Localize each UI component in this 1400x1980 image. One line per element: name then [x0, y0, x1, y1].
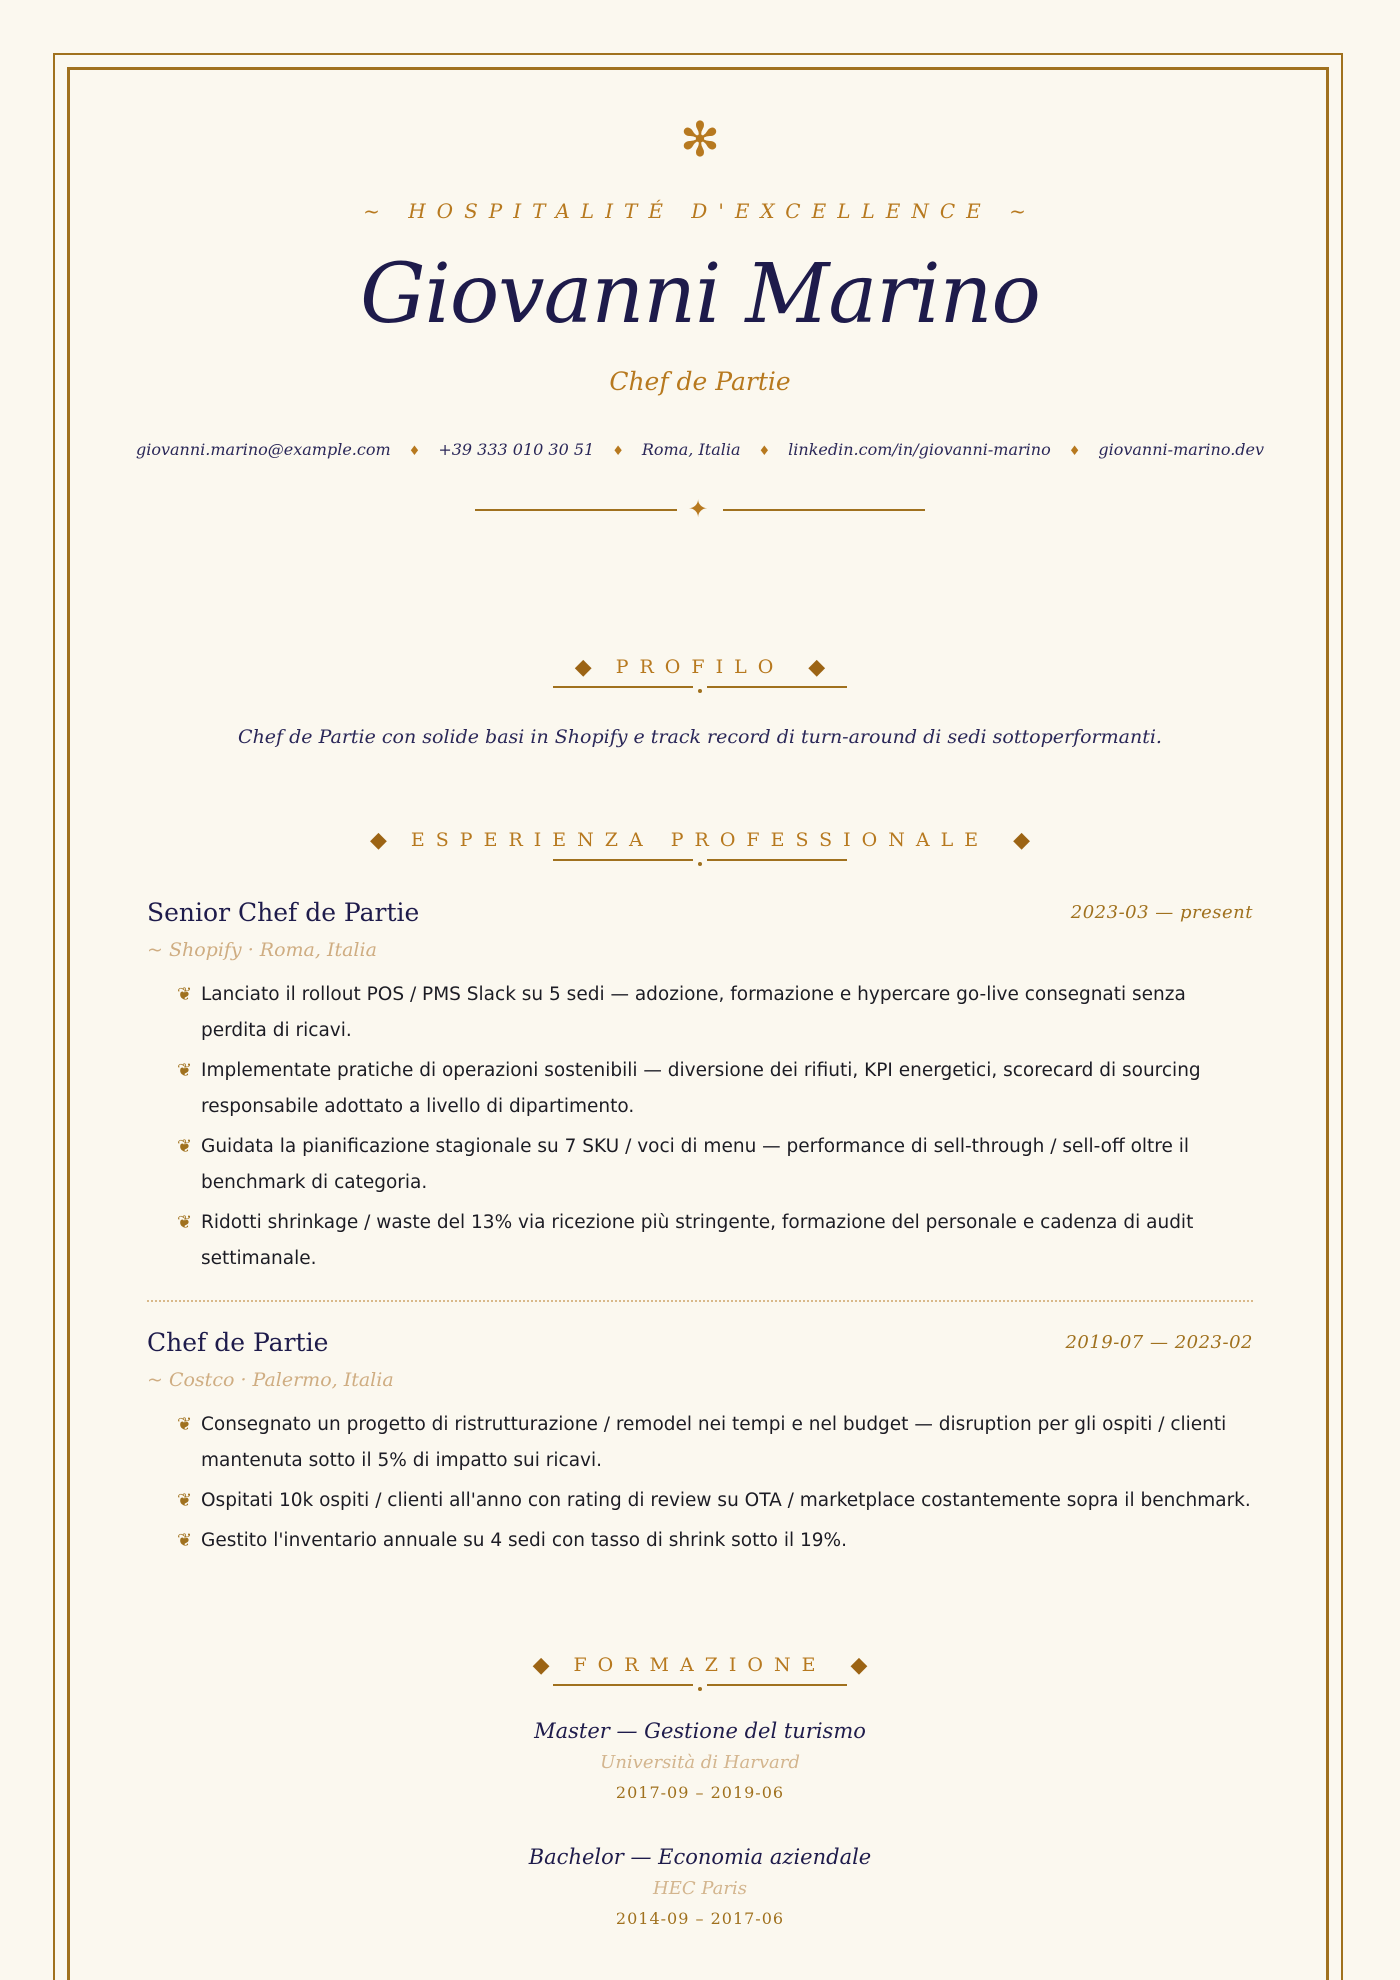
education-school: Università di Harvard [600, 1752, 800, 1773]
section-rule-dot [698, 1687, 702, 1691]
contact-phone[interactable]: +39 333 010 30 51 [438, 440, 595, 459]
contact-location: Roma, Italia [641, 440, 741, 459]
fleuron-bullet-icon: ❦ [177, 1530, 193, 1551]
diamond-icon: ◆ [850, 1653, 868, 1678]
education-entry [0, 1714, 1400, 1808]
section-title-experience: ESPERIENZA PROFESSIONALE [410, 829, 990, 851]
section-rule [553, 686, 847, 696]
job-divider [147, 1300, 1253, 1302]
diamond-separator-icon: ♦ [612, 444, 624, 459]
bullet-text: Gestito l'inventario annuale su 4 sedi con tasso di shrink sotto il 19%. [201, 1530, 847, 1551]
contact-linkedin[interactable]: linkedin.com/in/giovanni-marino [788, 440, 1051, 459]
tagline: ~ HOSPITALITÉ D'EXCELLENCE ~ [363, 199, 1037, 223]
diamond-icon: ◆ [808, 655, 826, 680]
header-divider [475, 495, 925, 523]
education-dates: 2014-09 – 2017-06 [615, 1909, 785, 1928]
header-ornament-icon: ✻ [679, 112, 721, 168]
bullet-text: Lanciato il rollout POS / PMS Slack su 5 sedi — adozione, formazione e hypercare go-live consegnati senza perdita di ricavi. [201, 984, 1186, 1041]
section-rule-line-left [553, 686, 693, 688]
bullet-text: Implementate pratiche di operazioni sostenibili — diversione dei rifiuti, KPI energetici, scorecard di sourcing responsabile adottato a livello di dipartimento. [201, 1060, 1201, 1117]
list-item [179, 977, 1253, 1049]
job-title: Senior Chef de Partie [147, 898, 420, 927]
diamond-separator-icon: ♦ [408, 444, 421, 459]
section-rule-dot [698, 689, 702, 693]
section-rule-line-left [553, 859, 693, 861]
education-dates: 2017-09 – 2019-06 [615, 1783, 785, 1802]
section-heading-experience [0, 825, 1400, 885]
list-item [179, 1483, 1253, 1519]
diamond-icon: ◆ [1013, 828, 1030, 853]
candidate-role: Chef de Partie [609, 367, 791, 396]
contact-email[interactable]: giovanni.marino@example.com [135, 440, 391, 459]
candidate-name: Giovanni Marino [360, 247, 1040, 342]
list-item [179, 1407, 1253, 1479]
diamond-separator-icon: ♦ [758, 444, 771, 459]
fleuron-bullet-icon: ❦ [177, 1136, 193, 1157]
diamond-icon: ◆ [532, 1653, 550, 1678]
list-item [179, 1129, 1253, 1201]
profile-summary: Chef de Partie con solide basi in Shopify e track record di turn-around di sedi sottoperformanti. [238, 726, 1162, 748]
contact-website[interactable]: giovanni-marino.dev [1098, 440, 1265, 459]
bullet-text: Guidata la pianificazione stagionale su 7 SKU / voci di menu — performance di sell-through / sell-off oltre il benchmark di categoria. [201, 1136, 1190, 1193]
fleuron-bullet-icon: ❦ [177, 1212, 193, 1233]
job-dates: 2023-03 — present [1070, 902, 1253, 923]
diamond-icon: ◆ [574, 655, 592, 680]
section-rule [553, 1684, 847, 1694]
job-bullets [179, 977, 1253, 1281]
bullet-text: Consegnato un progetto di ristrutturazione / remodel nei tempi e nel budget — disruption per gli ospiti / clienti mantenuta sotto il 5% di impatto sui ricavi. [201, 1414, 1227, 1471]
fleuron-bullet-icon: ❦ [177, 984, 193, 1005]
list-item [179, 1523, 1253, 1559]
list-item [179, 1053, 1253, 1125]
section-rule-dot [698, 862, 702, 866]
section-rule-line-right [707, 1684, 847, 1686]
section-heading-profile [0, 652, 1400, 712]
bullet-text: Ospitati 10k ospiti / clienti all'anno con rating di review su OTA / marketplace costantemente sopra il benchmark. [201, 1490, 1251, 1511]
header-divider-line-right [723, 509, 925, 511]
job-company: ~ Costco · Palermo, Italia [147, 1369, 394, 1391]
job-title: Chef de Partie [147, 1328, 329, 1357]
diamond-separator-icon: ♦ [1068, 444, 1081, 459]
fleuron-bullet-icon: ❦ [177, 1060, 193, 1081]
education-school: HEC Paris [653, 1878, 747, 1899]
education-entry [0, 1840, 1400, 1934]
job-bullets [179, 1407, 1253, 1563]
header-divider-line-left [475, 509, 677, 511]
section-rule [553, 859, 847, 869]
contact-line [0, 436, 1400, 466]
star-ornament-icon: ✦ [688, 495, 709, 523]
bullet-text: Ridotti shrinkage / waste del 13% via ricezione più stringente, formazione del personale e cadenza di audit settimanale. [201, 1212, 1194, 1269]
fleuron-bullet-icon: ❦ [177, 1414, 193, 1435]
section-rule-line-left [553, 1684, 693, 1686]
section-title-profile: PROFILO [615, 656, 785, 678]
section-title-education: FORMAZIONE [573, 1654, 827, 1676]
section-rule-line-right [707, 859, 847, 861]
list-item [179, 1205, 1253, 1277]
section-heading-education [0, 1650, 1400, 1710]
job-dates: 2019-07 — 2023-02 [1065, 1332, 1253, 1353]
job-company: ~ Shopify · Roma, Italia [147, 939, 377, 961]
education-degree: Master — Gestione del turismo [534, 1719, 866, 1743]
fleuron-bullet-icon: ❦ [177, 1490, 193, 1511]
section-rule-line-right [707, 686, 847, 688]
education-degree: Bachelor — Economia aziendale [528, 1845, 872, 1869]
diamond-icon: ◆ [370, 828, 387, 853]
